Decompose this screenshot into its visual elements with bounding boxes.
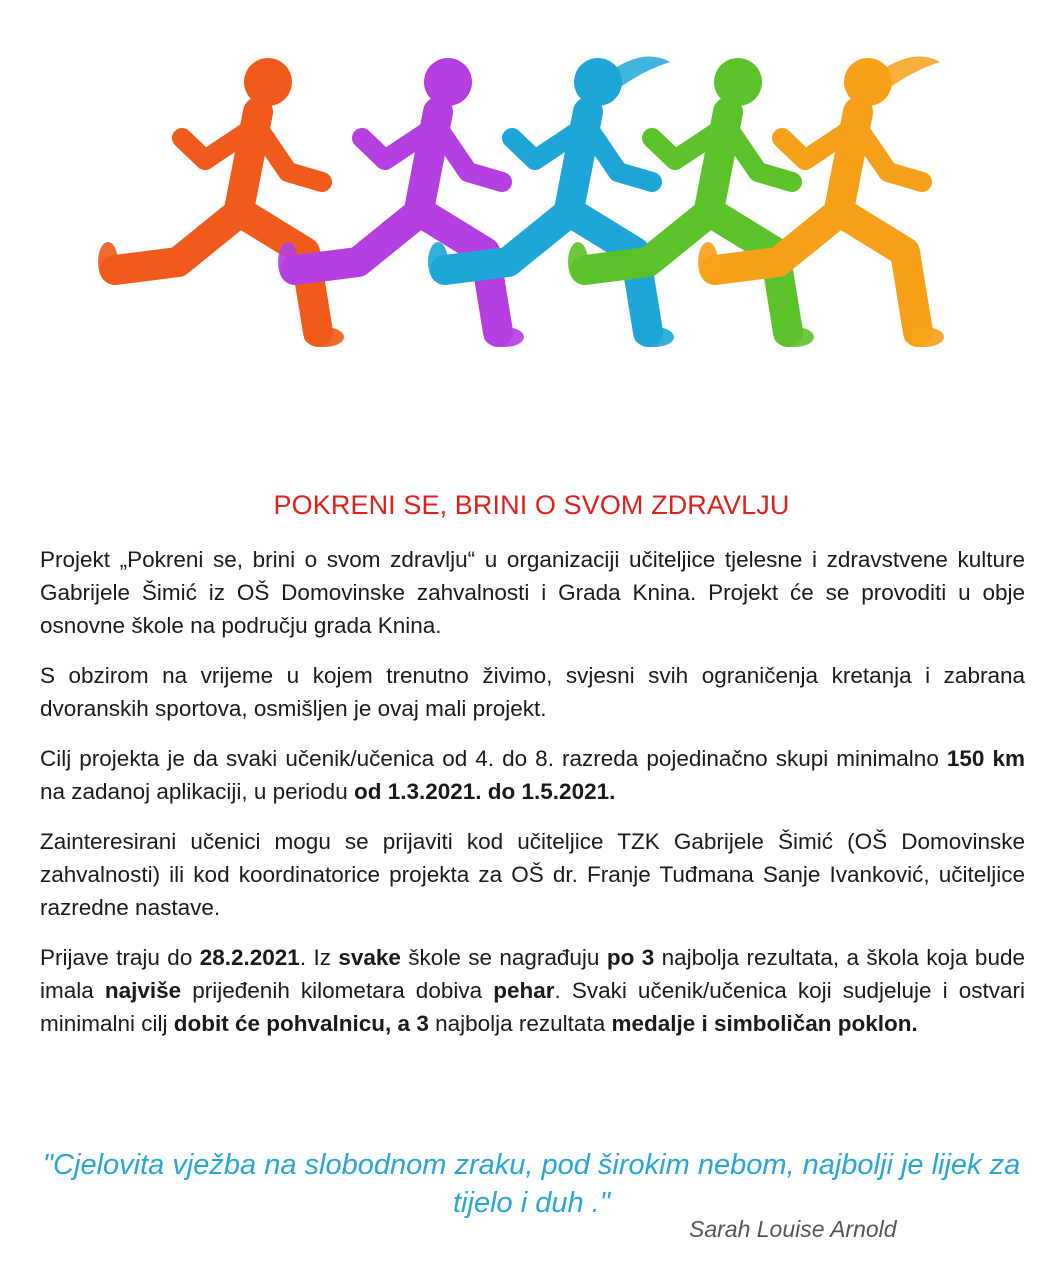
awards-text-3: škole se nagrađuju — [400, 945, 607, 970]
awards-trophy: pehar — [493, 978, 555, 1003]
awards-certificate: dobit će pohvalnicu, a 3 — [173, 1011, 429, 1036]
goal-period: od 1.3.2021. do 1.5.2021. — [353, 779, 616, 804]
runner-figure — [428, 57, 674, 347]
awards-text-6: . Svaki učenik/učenica koji sudjeluje i ostvari minimalni cilj — [40, 978, 1025, 1036]
goal-text-2: na zadanoj aplikaciji, u periodu — [40, 779, 354, 804]
awards-text-2: . Iz — [299, 945, 339, 970]
article-body — [40, 543, 1025, 1057]
runners-illustration-svg — [0, 0, 1063, 420]
awards-each: svake — [338, 945, 401, 970]
runner-figure — [98, 58, 344, 347]
awards-medals: medalje i simboličan poklon. — [611, 1011, 918, 1036]
paragraph-context: S obzirom na vrijeme u kojem trenutno živimo, svjesni svih ograničenja kretanja i zabrana dvoranskih sportova, osmišljen je ovaj mali projekt. — [40, 663, 1025, 721]
quote-author: Sarah Louise Arnold — [689, 1216, 897, 1242]
awards-text-1: Prijave traju do — [40, 945, 200, 970]
goal-text-1: Cilj projekta je da svaki učenik/učenica od 4. do 8. razreda pojedinačno skupi minimalno — [40, 746, 947, 771]
paragraph-awards — [40, 941, 1025, 1040]
awards-text-4: najbolja rezultata, a škola koja bude imala — [40, 945, 1025, 1003]
runners-illustration — [0, 0, 1063, 420]
awards-text-5: prijeđenih kilometara dobiva — [181, 978, 494, 1003]
goal-distance: 150 km — [946, 746, 1025, 771]
awards-top3: po 3 — [606, 945, 655, 970]
awards-text-7: najbolja rezultata — [428, 1011, 612, 1036]
quote-text: "Cjelovita vježba na slobodnom zraku, pod širokim nebom, najbolji je lijek za tijelo i duh ." — [42, 1149, 1021, 1219]
awards-most: najviše — [104, 978, 182, 1003]
paragraph-registration: Zainteresirani učenici mogu se prijaviti kod učiteljice TZK Gabrijele Šimić (OŠ Domovinske zahvalnosti) ili kod koordinatorice projekta za OŠ dr. Franje Tuđmana Sanje Ivanković, učiteljice razredne nastave. — [40, 829, 1025, 920]
awards-deadline: 28.2.2021 — [199, 945, 300, 970]
paragraph-goal — [40, 742, 1025, 808]
page-title: POKRENI SE, BRINI O SVOM ZDRAVLJU — [273, 490, 790, 520]
paragraph-intro: Projekt „Pokreni se, brini o svom zdravlju“ u organizaciji učiteljice tjelesne i zdravstvene kulture Gabrijele Šimić iz OŠ Domovinske zahvalnosti i Grada Knina. Projekt će se provoditi u obje osnovne škole na području grada Knina. — [40, 547, 1025, 638]
